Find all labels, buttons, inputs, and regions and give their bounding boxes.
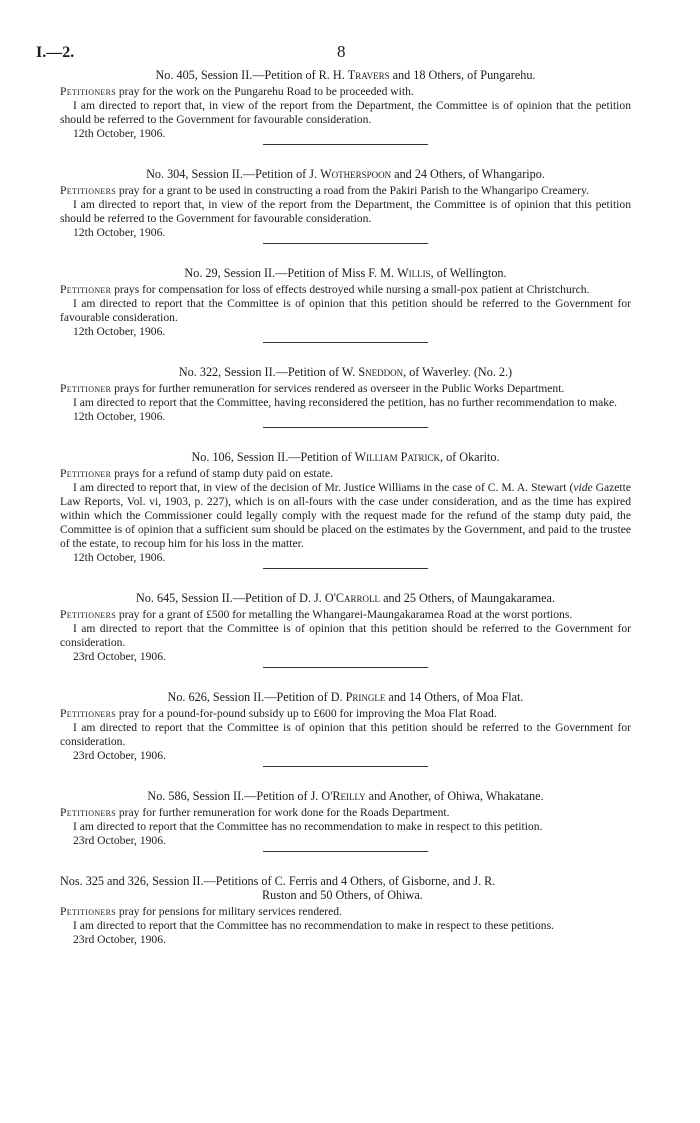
petition-prayer: Petitioner prays for compensation for loss of effects destroyed while nursing a small-pox patient at Christchurch. [60, 283, 590, 296]
committee-report: I am directed to report that the Committee is of opinion that this petition should be referred to the Government for favourable consideration. [60, 297, 631, 324]
petition-title: No. 586, Session II.—Petition of J. O'Reilly and Another, of Ohiwa, Whakatane. [147, 789, 544, 803]
petition-entry [60, 167, 631, 244]
petition-title: No. 405, Session II.—Petition of R. H. Travers and 18 Others, of Pungarehu. [155, 68, 536, 82]
petition-entry [60, 591, 631, 668]
petition-title: No. 29, Session II.—Petition of Miss F. M. Willis, of Wellington. [184, 266, 507, 280]
report-date: 23rd October, 1906. [73, 933, 166, 946]
petition-title: Nos. 325 and 326, Session II.—Petitions of C. Ferris and 4 Others, of Gisborne, and J. R. Ruston and 50 Others, of Ohiwa. [60, 874, 496, 902]
section-code: I.—2. [36, 44, 75, 61]
report-date: 12th October, 1906. [73, 551, 166, 564]
petition-entry [60, 365, 631, 428]
petition-title: No. 322, Session II.—Petition of W. Sneddon, of Waverley. (No. 2.) [178, 365, 513, 379]
petition-title: No. 626, Session II.—Petition of D. Pringle and 14 Others, of Moa Flat. [167, 690, 524, 704]
committee-report: I am directed to report that, in view of the report from the Department, the Committee is of opinion that this petition should be referred to the Government for favourable consideration. [60, 198, 631, 225]
report-date: 12th October, 1906. [73, 325, 166, 338]
petition-entry [60, 450, 631, 569]
petition-entry [60, 266, 631, 343]
report-date: 23rd October, 1906. [73, 834, 166, 847]
page-number: 8 [337, 42, 346, 61]
committee-report: I am directed to report that the Committee, having reconsidered the petition, has no further recommendation to make. [73, 396, 618, 409]
petition-prayer: Petitioners pray for pensions for military services rendered. [60, 905, 342, 918]
report-date: 12th October, 1906. [73, 127, 166, 140]
petition-title: No. 304, Session II.—Petition of J. Wotherspoon and 24 Others, of Whangaripo. [146, 167, 545, 181]
petition-entry [60, 874, 631, 947]
committee-report: I am directed to report that the Committee has no recommendation to make in respect to these petitions. [73, 919, 554, 932]
petitions-list [60, 68, 631, 947]
petition-prayer: Petitioners pray for a grant to be used in constructing a road from the Pakiri Parish to the Whangaripo Creamery. [60, 184, 589, 197]
committee-report: I am directed to report that, in view of the report from the Department, the Committee is of opinion that the petition should be referred to the Government for favourable consideration. [60, 99, 631, 126]
petition-prayer: Petitioner prays for further remuneration for services rendered as overseer in the Public Works Department. [60, 382, 565, 395]
report-date: 23rd October, 1906. [73, 749, 166, 762]
petition-prayer: Petitioners pray for further remuneration for work done for the Roads Department. [60, 806, 450, 819]
petition-entry [60, 789, 631, 852]
petition-title: No. 645, Session II.—Petition of D. J. O'Carroll and 25 Others, of Maungakaramea. [135, 591, 555, 605]
report-date: 23rd October, 1906. [73, 650, 166, 663]
petition-prayer: Petitioners pray for the work on the Pungarehu Road to be proceeded with. [60, 85, 414, 98]
committee-report: I am directed to report that the Committee has no recommendation to make in respect to this petition. [73, 820, 543, 833]
committee-report: I am directed to report that the Committee is of opinion that this petition should be referred to the Government for consideration. [60, 622, 631, 649]
petition-entry [60, 690, 631, 767]
report-date: 12th October, 1906. [73, 226, 166, 239]
petition-title: No. 106, Session II.—Petition of William Patrick, of Okarito. [191, 450, 500, 464]
petition-prayer: Petitioners pray for a grant of £500 for metalling the Whangarei-Maungakaramea Road at the worst portions. [60, 608, 573, 621]
committee-report: I am directed to report that, in view of the decision of Mr. Justice Williams in the case of C. M. A. Stewart (vide Gazette Law Reports, Vol. vi, 1903, p. 227), which is on all-fours with the case under consideration, and as the time has expired within which the Commissioner could legally comply with the request made for the refund of the stamp duty paid, the Committee is of opinion that a sufficient sum should be placed on the estimates by the Government, and paid to the trustee of the estate, to recoup him for his loss in the matter. [60, 481, 631, 550]
petition-prayer: Petitioners pray for a pound-for-pound subsidy up to £600 for improving the Moa Flat Road. [60, 707, 497, 720]
petition-entry [60, 68, 631, 145]
committee-report: I am directed to report that the Committee is of opinion that this petition should be referred to the Government for consideration. [60, 721, 631, 748]
petition-prayer: Petitioner prays for a refund of stamp duty paid on estate. [60, 467, 334, 480]
report-date: 12th October, 1906. [73, 410, 166, 423]
